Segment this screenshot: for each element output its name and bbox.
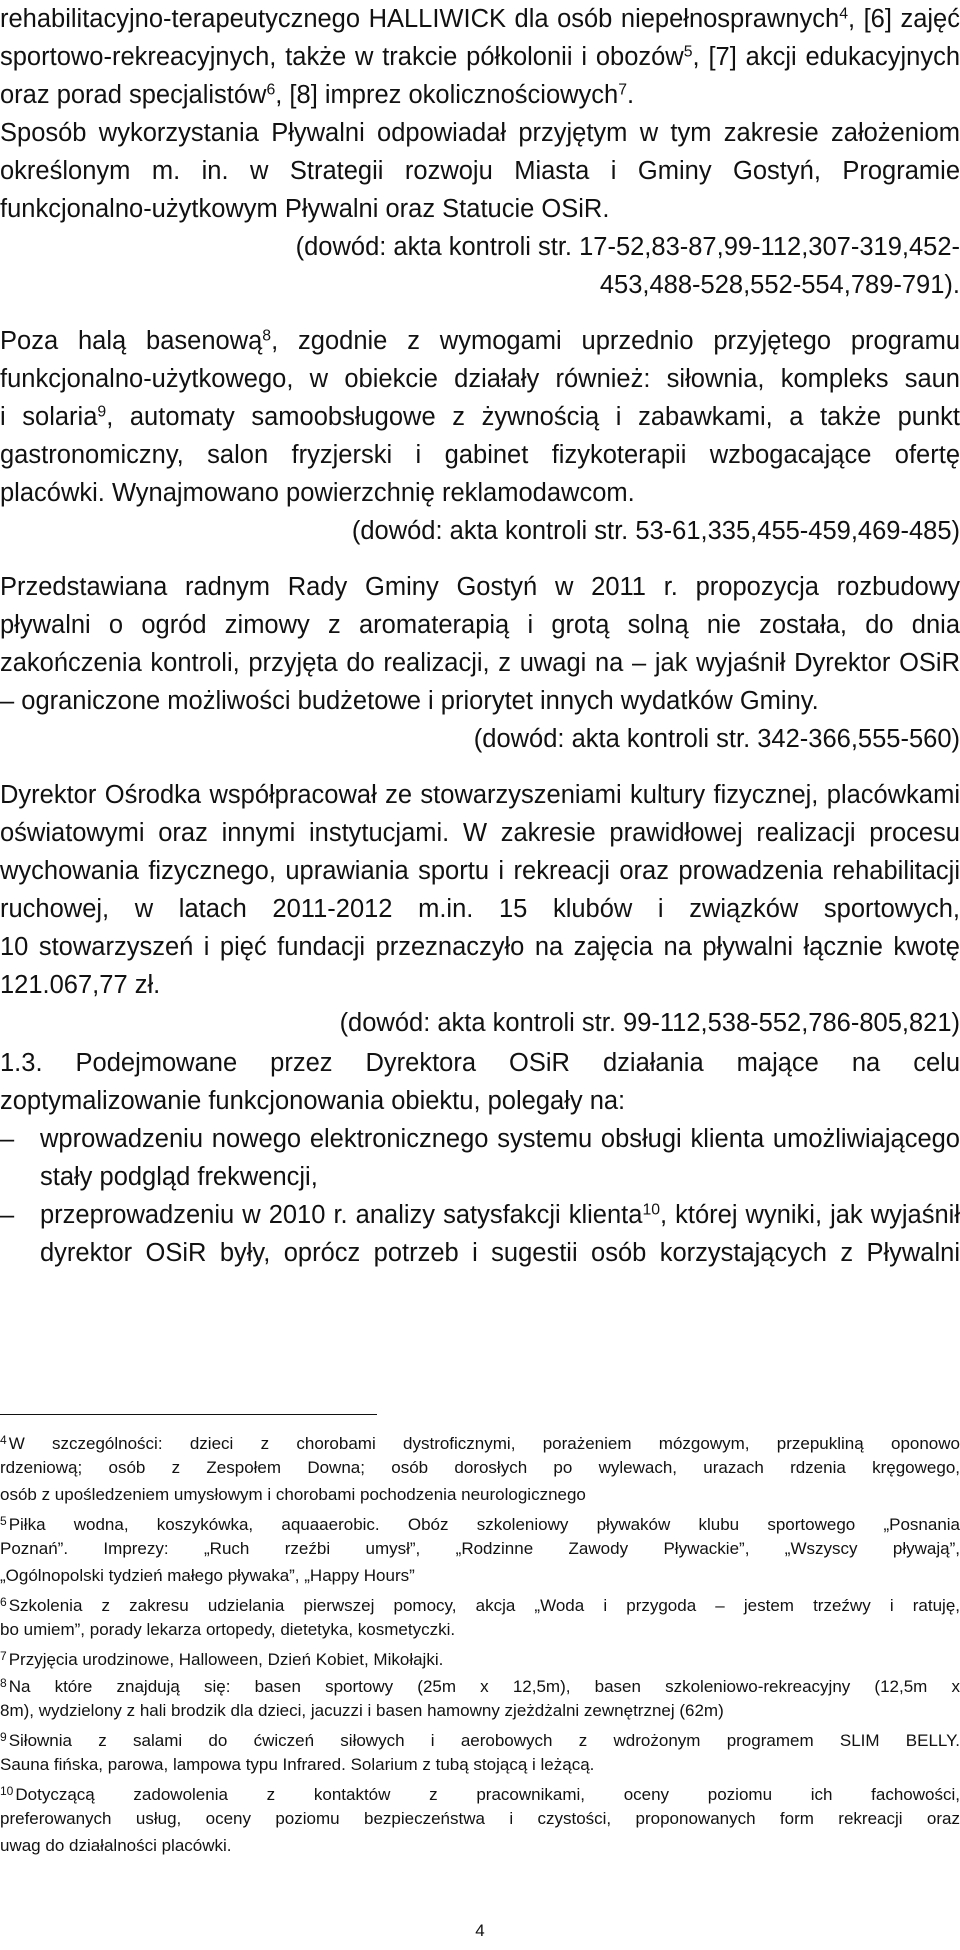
text-line: – ograniczone możliwości budżetowe i priorytet innych wydatków Gminy.: [0, 687, 819, 715]
text-line: przeprowadzeniu w 2010 r. analizy satysfakcji klienta$^{10}$, której wyniki, jak wyjaśnił: [40, 1201, 960, 1229]
section-1-3: [0, 1044, 960, 1272]
footnote-line: $^9$ Siłownia z salami do ćwiczeń siłowych i aerobowych z wdrożonym programem SLIM BELLY.: [0, 1730, 960, 1750]
footnote-8: [0, 1670, 960, 1724]
dash-bullet-icon: –: [0, 1125, 15, 1153]
footnote-line: bo umiem”, porady lekarza ortopedy, dietetyka, kosmetyczki.: [0, 1620, 456, 1639]
text-line: Sposób wykorzystania Pływalni odpowiadał przyjętym w tym zakresie założeniom: [0, 119, 960, 147]
footnote-ref[interactable]: 7: [618, 81, 628, 99]
bullet-item: [0, 1196, 960, 1272]
text-line: Poza halą basenową$^8$, zgodnie z wymogami uprzednio przyjętego programu: [0, 327, 960, 355]
footnote-line: Sauna fińska, parowa, lampowa typu Infrared. Solarium z tubą stojącą i leżącą.: [0, 1755, 595, 1774]
text-line: stały podgląd frekwencji,: [40, 1163, 318, 1191]
footnote-6: [0, 1589, 960, 1643]
footnote-line: $^8$ Na które znajdują się: basen sportowy (25m x 12,5m), basen szkoleniowo-rekreacyjny (12,5m x: [0, 1676, 960, 1696]
text-line: funkcjonalno-użytkowym Pływalni oraz Statucie OSiR.: [0, 195, 610, 223]
text-line: określonym m. in. w Strategii rozwoju Miasta i Gminy Gostyń, Programie: [0, 157, 960, 185]
section-heading-line: 1.3. Podejmowane przez Dyrektora OSiR działania mające na celu: [0, 1049, 960, 1077]
footnote-ref[interactable]: 8: [262, 327, 272, 345]
footnote-line: rdzeniową; osób z Zespołem Downa; osób dorosłych po wylewach, urazach rdzenia kręgowego,: [0, 1458, 960, 1477]
bullet-item: [0, 1120, 960, 1196]
paragraph-4: [0, 776, 960, 1042]
text-line: Przedstawiana radnym Rady Gminy Gostyń w 2011 r. propozycja rozbudowy: [0, 573, 960, 601]
footnote-10: [0, 1778, 960, 1859]
footnote-line: preferowanych usług, oceny poziomu bezpieczeństwa i czystości, proponowanych form rekreacji oraz: [0, 1809, 960, 1828]
paragraph-1: [0, 0, 960, 304]
text-line: Dyrektor Ośrodka współpracował ze stowarzyszeniami kultury fizycznej, placówkami: [0, 781, 960, 809]
footnote-line: uwag do działalności placówki.: [0, 1836, 232, 1855]
footnotes: [0, 1427, 960, 1859]
text-line: sportowo-rekreacyjnych, także w trakcie półkolonii i obozów$^5$, [7] akcji edukacyjnych: [0, 43, 960, 71]
footnote-7: [0, 1643, 960, 1670]
text-line: zakończenia kontroli, przyjęta do realizacji, z uwagi na – jak wyjaśnił Dyrektor OSiR: [0, 649, 960, 677]
evidence-line: (dowód: akta kontroli str. 17-52,83-87,99-112,307-319,452-: [295, 233, 960, 261]
text-line: gastronomiczny, salon fryzjerski i gabinet fizykoterapii wzbogacające ofertę: [0, 441, 960, 469]
footnote-number: 6: [0, 1595, 7, 1609]
footnote-line: 8m), wydzielony z hali brodzik dla dzieci, jacuzzi i basen hamowny zjeżdżalni zewnętrznej (62m): [0, 1701, 724, 1720]
footnote-number: 5: [0, 1514, 7, 1528]
dash-bullet-icon: –: [0, 1201, 15, 1229]
footnote-4: [0, 1427, 960, 1508]
text-line: oświatowymi oraz innymi instytucjami. W zakresie prawidłowej realizacji procesu: [0, 819, 960, 847]
text-line: pływalni o ogród zimowy z aromaterapią i grotą solną nie została, do dnia: [0, 611, 960, 639]
footnote-number: 10: [0, 1784, 14, 1798]
footnote-line: $^6$ Szkolenia z zakresu udzielania pierwszej pomocy, akcja „Woda i przygoda – jestem trzeźwy i ratuję,: [0, 1595, 960, 1615]
text-line: placówki. Wynajmowano powierzchnię reklamodawcom.: [0, 479, 635, 507]
evidence-line: 453,488-528,552-554,789-791).: [599, 271, 960, 299]
text-line: i solaria$^9$, automaty samoobsługowe z żywnością i zabawkami, a także punkt: [0, 403, 960, 431]
footnote-ref[interactable]: 10: [642, 1201, 661, 1219]
text-line: dyrektor OSiR były, oprócz potrzeb i sugestii osób korzystających z Pływalni: [40, 1239, 960, 1267]
footnote-separator: [0, 1414, 377, 1415]
footnote-ref[interactable]: 5: [683, 43, 693, 61]
footnote-line: $^5$ Piłka wodna, koszykówka, aquaaerobic. Obóz szkoleniowy pływaków klubu sportowego „Posnania: [0, 1514, 960, 1534]
footnote-ref[interactable]: 9: [97, 403, 107, 421]
evidence-line: (dowód: akta kontroli str. 342-366,555-560): [473, 725, 960, 753]
text-line: 121.067,77 zł.: [0, 971, 161, 999]
footnote-line: Poznań”. Imprezy: „Ruch rzeźbi umysł”, „Rodzinne Zawody Pływackie”, „Wszyscy pływają”,: [0, 1539, 960, 1558]
footnote-line: „Ogólnopolski tydzień małego pływaka”, „Happy Hours”: [0, 1566, 415, 1585]
text-line: zoptymalizowanie funkcjonowania obiektu, polegały na:: [0, 1087, 626, 1115]
evidence-line: (dowód: akta kontroli str. 53-61,335,455-459,469-485): [351, 517, 960, 545]
footnote-5: [0, 1508, 960, 1589]
text-line: funkcjonalno-użytkowego, w obiekcie działały również: siłownia, kompleks saun: [0, 365, 960, 393]
footnote-line: osób z upośledzeniem umysłowym i chorobami pochodzenia neurologicznego: [0, 1485, 586, 1504]
paragraph-2: [0, 322, 960, 550]
footnote-number: 4: [0, 1433, 7, 1447]
text-line: oraz porad specjalistów$^6$, [8] imprez okolicznościowych$^7$.: [0, 81, 635, 109]
footnote-line: $^7$ Przyjęcia urodzinowe, Halloween, Dzień Kobiet, Mikołajki.: [0, 1649, 444, 1669]
footnote-number: 7: [0, 1649, 7, 1663]
text-line: 10 stowarzyszeń i pięć fundacji przeznaczyło na zajęcia na pływalni łącznie kwotę: [0, 933, 960, 961]
text-line: rehabilitacyjno-terapeutycznego HALLIWICK dla osób niepełnosprawnych$^4$, [6] zajęć: [0, 5, 960, 33]
footnote-number: 9: [0, 1730, 7, 1744]
paragraph-3: [0, 568, 960, 758]
footnote-number: 8: [0, 1676, 7, 1690]
footnote-ref[interactable]: 4: [839, 5, 848, 23]
page-number: 4: [475, 1921, 485, 1940]
footnote-line: $^4$ W szczególności: dzieci z chorobami dystroficznymi, porażeniem mózgowym, przepukliną oponowo: [0, 1433, 960, 1453]
footnote-ref[interactable]: 6: [266, 81, 276, 99]
text-line: wychowania fizycznego, uprawiania sportu i rekreacji oraz prowadzenia rehabilitacji: [0, 857, 960, 885]
evidence-line: (dowód: akta kontroli str. 99-112,538-552,786-805,821): [339, 1009, 960, 1037]
text-line: ruchowej, w latach 2011-2012 m.in. 15 klubów i związków sportowych,: [0, 895, 960, 923]
footnote-line: $^{10}$ Dotyczącą zadowolenia z kontaktów z pracownikami, oceny poziomu ich fachowości,: [0, 1784, 960, 1804]
footnote-9: [0, 1724, 960, 1778]
text-line: wprowadzeniu nowego elektronicznego systemu obsługi klienta umożliwiającego: [40, 1125, 960, 1153]
